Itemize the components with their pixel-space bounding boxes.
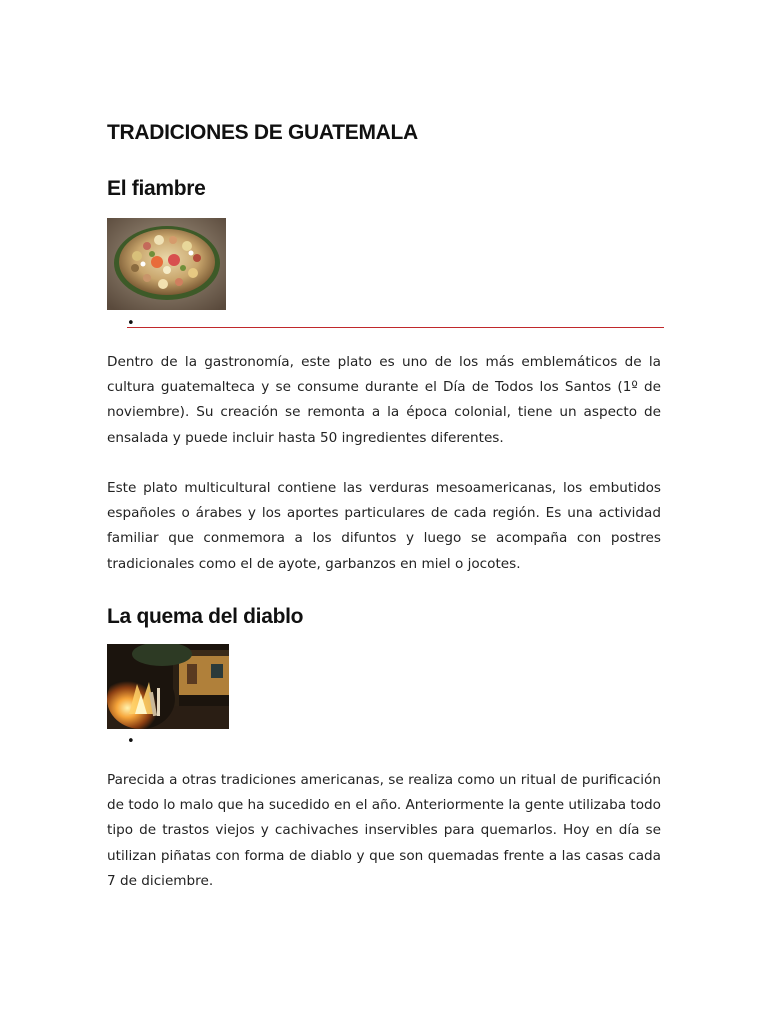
section-heading-quema: La quema del diablo bbox=[107, 605, 304, 628]
paragraph-fiambre-2: Este plato multicultural contiene las verduras mesoamericanas, los embutidos españoles o árabes y los aportes particulares de cada región. Es una actividad familiar que conmemora a los difuntos y luego se acompaña con postres tradicionales como el de ayote, garbanzos en miel o jocotes. bbox=[107, 480, 661, 572]
paragraph-quema-1: Parecida a otras tradiciones americanas, se realiza como un ritual de purificación de todo lo malo que ha sucedido en el año. Anteriormente la gente utilizaba todo tipo de trastos viejos y cachivaches inservibles para quemarlos. Hoy en día se utilizan piñatas con forma de diablo y que son quemadas frente a las casas cada 7 de diciembre. bbox=[107, 772, 661, 889]
fiambre-platter-image bbox=[107, 218, 226, 310]
list-bullet: • bbox=[127, 316, 135, 331]
document-title: TRADICIONES DE GUATEMALA bbox=[107, 121, 418, 144]
list-bullet: • bbox=[127, 734, 135, 749]
section-heading-fiambre: El fiambre bbox=[107, 177, 206, 200]
bonfire-image bbox=[107, 644, 229, 729]
bonfire-street-photo bbox=[107, 644, 229, 729]
fiambre-platter-photo bbox=[107, 218, 226, 310]
paragraph-fiambre-1: Dentro de la gastronomía, este plato es uno de los más emblemáticos de la cultura guatemalteca y se consume durante el Día de Todos los Santos (1º de noviembre). Su creación se remonta a la época colonial, tiene un aspecto de ensalada y puede incluir hasta 50 ingredientes diferentes. bbox=[107, 354, 661, 446]
red-divider bbox=[127, 327, 664, 328]
